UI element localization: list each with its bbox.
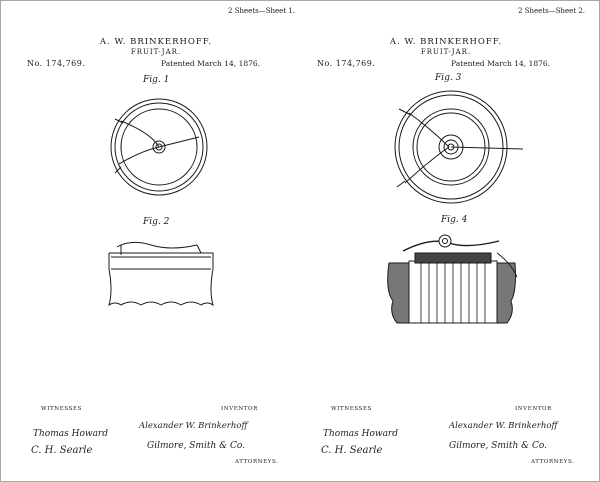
witness-signature-1: Thomas Howard bbox=[323, 429, 398, 439]
attorneys-label: ATTORNEYS. bbox=[531, 459, 575, 465]
patent-date: Patented March 14, 1876. bbox=[451, 59, 551, 68]
fig-1-label: Fig. 1 bbox=[143, 75, 170, 85]
fig-4-drawing bbox=[388, 235, 517, 323]
patent-number: No. 174,769. bbox=[317, 59, 376, 68]
sheet-number: 2 Sheets—Sheet 1. bbox=[228, 7, 295, 15]
witnesses-label: WITNESSES bbox=[331, 406, 372, 412]
fig-2-label: Fig. 2 bbox=[143, 217, 170, 227]
attorney-signature: Gilmore, Smith & Co. bbox=[147, 441, 245, 451]
invention-title: FRUIT-JAR. bbox=[130, 48, 182, 56]
witness-signature-1: Thomas Howard bbox=[33, 429, 108, 439]
inventor-signature: Alexander W. Brinkerhoff bbox=[449, 421, 558, 431]
patent-date: Patented March 14, 1876. bbox=[161, 59, 261, 68]
inventor-label: INVENTOR bbox=[221, 406, 258, 412]
inventor-heading: A. W. BRINKERHOFF. bbox=[99, 37, 213, 47]
sheet-number: 2 Sheets—Sheet 2. bbox=[518, 7, 585, 15]
fig-2-drawing bbox=[109, 242, 213, 305]
fig-3-drawing bbox=[395, 91, 523, 203]
attorney-signature: Gilmore, Smith & Co. bbox=[449, 441, 547, 451]
attorneys-label: ATTORNEYS. bbox=[235, 459, 279, 465]
sheet-1 bbox=[11, 1, 301, 481]
fig-3-label: Fig. 3 bbox=[435, 73, 462, 83]
invention-title: FRUIT-JAR. bbox=[420, 48, 472, 56]
inventor-heading: A. W. BRINKERHOFF. bbox=[389, 37, 503, 47]
inventor-label: INVENTOR bbox=[515, 406, 552, 412]
witness-signature-2: C. H. Searle bbox=[31, 445, 93, 456]
sheet-2 bbox=[301, 1, 591, 481]
fig-1-drawing bbox=[111, 99, 207, 195]
witnesses-label: WITNESSES bbox=[41, 406, 82, 412]
witness-signature-2: C. H. Searle bbox=[321, 445, 383, 456]
inventor-signature: Alexander W. Brinkerhoff bbox=[139, 421, 248, 431]
patent-number: No. 174,769. bbox=[27, 59, 86, 68]
fig-4-label: Fig. 4 bbox=[441, 215, 468, 225]
